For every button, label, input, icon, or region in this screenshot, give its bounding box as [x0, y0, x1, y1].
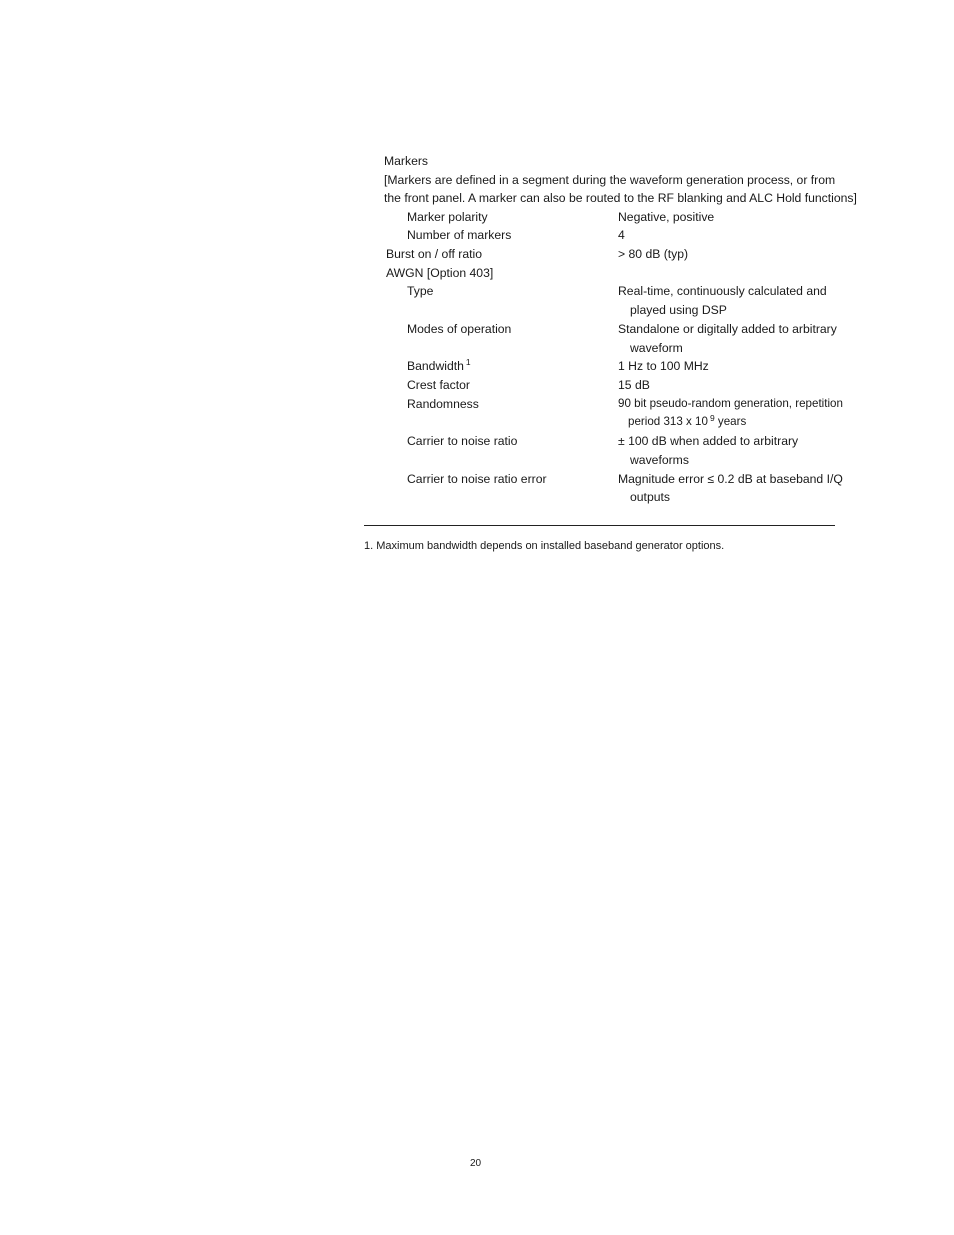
awgn-cnr-value-line1: ± 100 dB when added to arbitrary [618, 434, 799, 448]
awgn-bandwidth-label [407, 357, 471, 375]
awgn-type-value-line2: played using DSP [630, 303, 727, 317]
randomness-years-text: years [714, 415, 747, 428]
awgn-modes-value-line1: Standalone or digitally added to arbitrary [618, 322, 837, 336]
markers-note-line1: [Markers are defined in a segment during the waveform generation process, or from [384, 173, 836, 187]
awgn-randomness-value-line2 [628, 413, 746, 431]
marker-polarity-value: Negative, positive [618, 210, 715, 224]
awgn-cnr-error-label: Carrier to noise ratio error [407, 472, 547, 486]
bandwidth-footnote-ref: 1 [465, 357, 471, 367]
awgn-cnr-error-value-line1: Magnitude error ≤ 0.2 dB at baseband I/Q [618, 472, 843, 486]
marker-polarity-label: Marker polarity [407, 210, 488, 224]
randomness-exponent: 9 [709, 413, 715, 423]
awgn-type-label: Type [407, 284, 434, 298]
awgn-crest-factor-label: Crest factor [407, 378, 470, 392]
footnote-text: Maximum bandwidth depends on installed baseband generator options. [376, 540, 725, 552]
awgn-modes-value-line2: waveform [630, 341, 683, 355]
awgn-crest-factor-value: 15 dB [618, 378, 650, 392]
bandwidth-label-text: Bandwidth [407, 359, 464, 373]
awgn-modes-label: Modes of operation [407, 322, 512, 336]
randomness-period-text: period 313 x 10 [628, 415, 708, 428]
markers-note-line2: the front panel. A marker can also be routed to the RF blanking and ALC Hold functions] [384, 191, 857, 205]
footnote-divider [364, 525, 835, 526]
footnote-number: 1. [364, 540, 374, 552]
awgn-heading: AWGN [Option 403] [386, 266, 494, 280]
burst-ratio-label: Burst on / off ratio [386, 247, 482, 261]
number-of-markers-label: Number of markers [407, 228, 512, 242]
awgn-cnr-value-line2: waveforms [630, 453, 689, 467]
number-of-markers-value: 4 [618, 228, 625, 242]
awgn-type-value-line1: Real-time, continuously calculated and [618, 284, 827, 298]
awgn-randomness-label: Randomness [407, 397, 479, 411]
page-number: 20 [470, 1158, 482, 1169]
awgn-bandwidth-value: 1 Hz to 100 MHz [618, 359, 709, 373]
burst-ratio-value: > 80 dB (typ) [618, 247, 689, 261]
footnote [364, 538, 724, 554]
awgn-cnr-error-value-line2: outputs [630, 490, 670, 504]
markers-heading: Markers [384, 154, 429, 168]
awgn-cnr-label: Carrier to noise ratio [407, 434, 518, 448]
awgn-randomness-value-line1: 90 bit pseudo-random generation, repetition [618, 397, 843, 410]
